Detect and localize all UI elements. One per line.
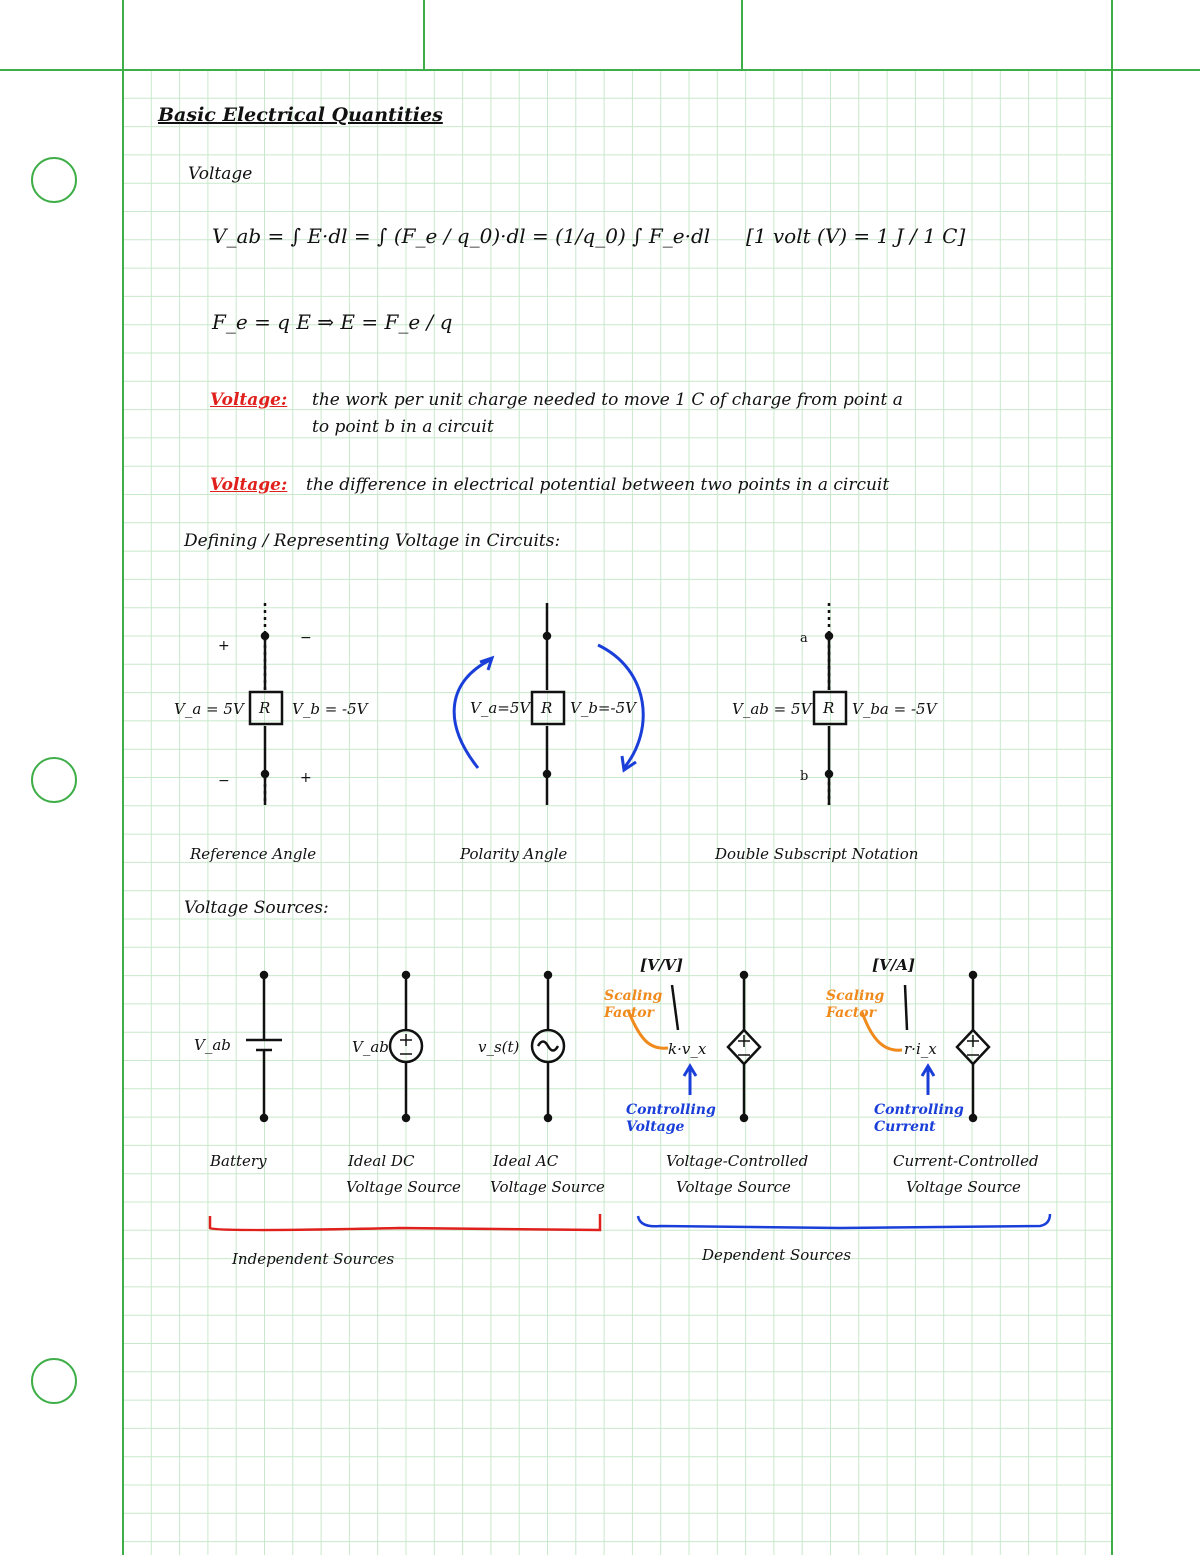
svg-text:+: + <box>218 638 230 654</box>
battery-caption: Battery <box>210 1152 267 1170</box>
vcvs-scaling-label: Scaling Factor <box>604 988 663 1021</box>
fig1-right-label: V_b = -5V <box>292 700 368 718</box>
fig3-box-label: R <box>823 699 835 717</box>
unit-note: [1 volt (V) = 1 J / 1 C] <box>746 224 966 248</box>
vcvs-control-label: Controlling Voltage <box>626 1102 716 1135</box>
sources-heading: Voltage Sources: <box>184 898 329 918</box>
svg-text:−: − <box>300 630 312 646</box>
ccvs-expression: r·i_x <box>904 1040 937 1058</box>
vcvs-caption-2: Voltage Source <box>676 1178 791 1196</box>
voltage-equation: V_ab = ∫ E·dl = ∫ (F_e / q_0)·dl = (1/q_0) ∫ F_e·dl <box>212 224 711 248</box>
ccvs-caption-2: Voltage Source <box>906 1178 1021 1196</box>
vcvs-unit: [V/V] <box>640 956 683 974</box>
fig2-left-label: V_a=5V <box>470 699 531 717</box>
definition-2-term: Voltage: <box>210 475 288 495</box>
ccvs-scaling-label: Scaling Factor <box>826 988 885 1021</box>
svg-text:a: a <box>800 631 808 646</box>
ccvs-unit: [V/A] <box>872 956 915 974</box>
fig2-box-label: R <box>541 699 553 717</box>
svg-text:−: − <box>218 773 230 789</box>
ideal-ac-label: v_s(t) <box>478 1038 520 1056</box>
fig1-caption: Reference Angle <box>190 845 317 863</box>
notation-heading: Defining / Representing Voltage in Circuits: <box>184 531 561 551</box>
page-title: Basic Electrical Quantities <box>158 104 443 126</box>
fig1-left-label: V_a = 5V <box>174 700 244 718</box>
ccvs-control-label: Controlling Current <box>874 1102 964 1135</box>
ideal-ac-caption-1: Ideal AC <box>493 1152 559 1170</box>
svg-text:+: + <box>300 770 312 786</box>
independent-sources-label: Independent Sources <box>232 1250 395 1268</box>
vcvs-caption-1: Voltage-Controlled <box>666 1152 809 1170</box>
definition-1-text: the work per unit charge needed to move 1 C of charge from point a <box>312 390 903 410</box>
definition-1-term: Voltage: <box>210 390 288 410</box>
dependent-sources-label: Dependent Sources <box>702 1246 852 1264</box>
voltage-heading: Voltage <box>188 164 253 184</box>
definition-2-text: the difference in electrical potential between two points in a circuit <box>306 475 890 495</box>
ccvs-caption-1: Current-Controlled <box>893 1152 1039 1170</box>
ideal-dc-caption-1: Ideal DC <box>348 1152 415 1170</box>
definition-1-text-cont: to point b in a circuit <box>312 417 494 437</box>
ideal-dc-caption-2: Voltage Source <box>346 1178 461 1196</box>
fig3-left-label: V_ab = 5V <box>732 700 812 718</box>
fig3-caption: Double Subscript Notation <box>715 845 919 863</box>
ideal-ac-caption-2: Voltage Source <box>490 1178 605 1196</box>
ideal-dc-label: V_ab <box>352 1038 389 1056</box>
fig1-box-label: R <box>259 699 271 717</box>
vcvs-expression: k·v_x <box>668 1040 707 1058</box>
force-equation: F_e = q E ⇒ E = F_e / q <box>212 310 453 334</box>
fig2-right-label: V_b=-5V <box>570 699 636 717</box>
fig3-right-label: V_ba = -5V <box>852 700 937 718</box>
svg-text:b: b <box>800 769 809 784</box>
fig2-caption: Polarity Angle <box>460 845 568 863</box>
battery-label: V_ab <box>194 1036 231 1054</box>
